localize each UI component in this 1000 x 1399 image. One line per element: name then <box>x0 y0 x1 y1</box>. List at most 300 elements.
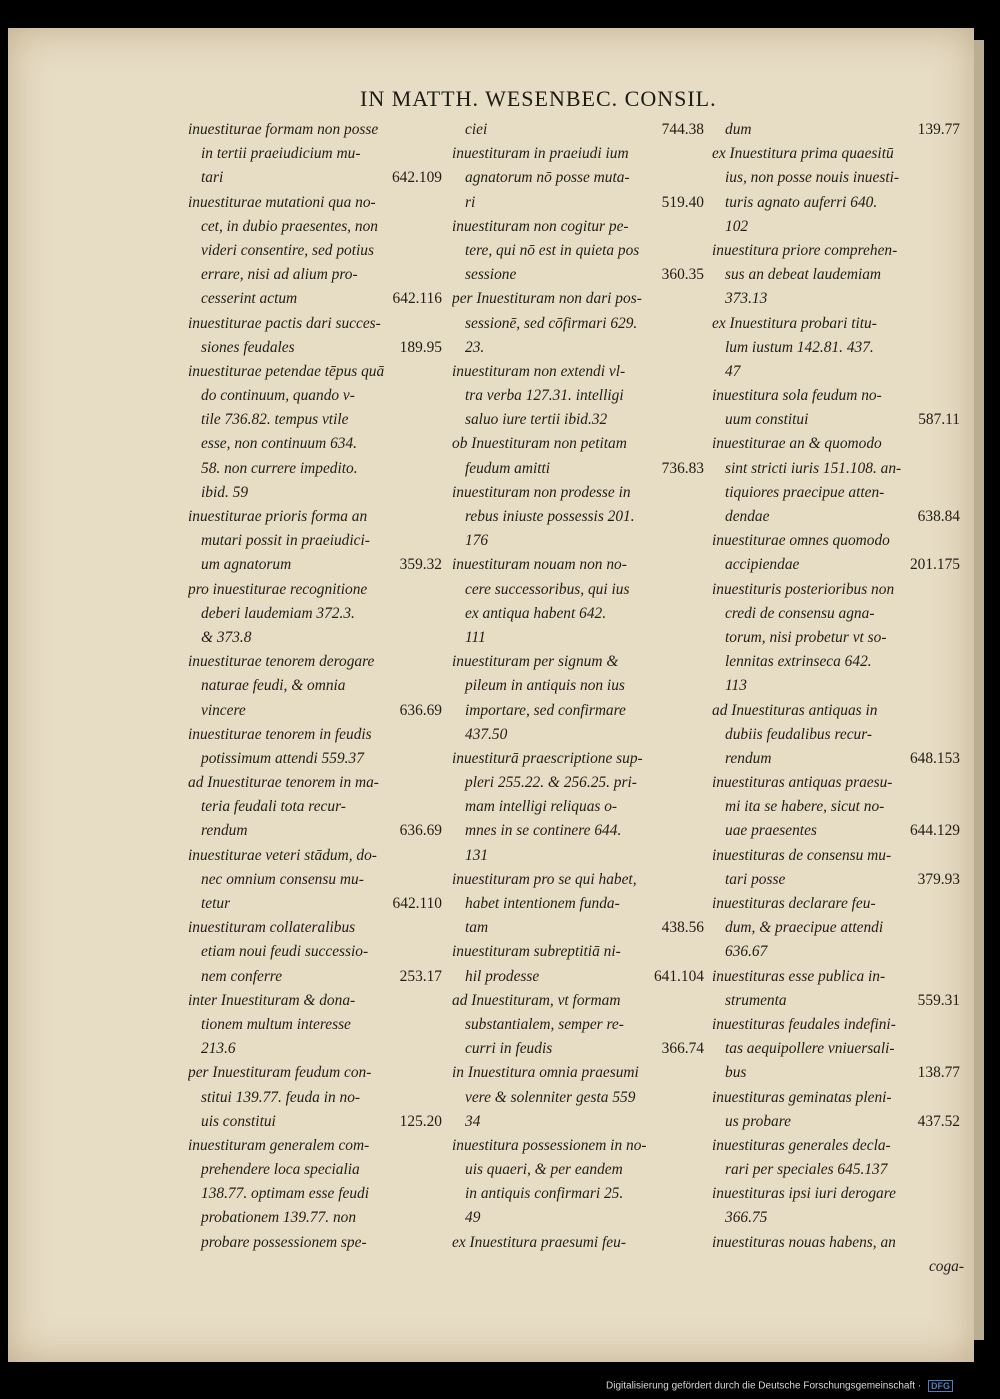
index-line-text: inuestiturae pactis dari succes- <box>188 314 381 332</box>
index-line <box>188 578 446 602</box>
index-line <box>452 312 708 336</box>
index-line-text: prehendere loca specialia <box>201 1161 360 1179</box>
index-line <box>452 360 708 384</box>
index-line-text: errare, nisi ad alium pro- <box>201 266 358 284</box>
index-line-text: curri in feudis <box>465 1040 553 1058</box>
index-line-text: inuestituram non extendi vl- <box>452 362 626 380</box>
index-line <box>188 892 446 916</box>
index-line <box>188 1110 446 1134</box>
index-line-reference: 138.77 <box>917 1064 960 1082</box>
index-line-text: probare possessionem spe- <box>201 1233 367 1251</box>
index-line <box>712 1086 964 1110</box>
index-line <box>712 868 964 892</box>
index-line-text: ob Inuestituram non petitam <box>452 435 627 453</box>
index-line <box>452 287 708 311</box>
index-line-text: inuestituras feudales indefini- <box>712 1015 896 1033</box>
index-line-text: inuestituram non prodesse in <box>452 483 631 501</box>
index-line-text: mam intelligi reliquas o- <box>465 798 618 816</box>
index-line-text: naturae feudi, & omnia <box>201 677 346 695</box>
index-line-text: in Inuestitura omnia praesumi <box>452 1064 639 1082</box>
index-line <box>188 239 446 263</box>
index-line <box>188 771 446 795</box>
index-line-text: per Inuestituram non dari pos- <box>452 290 642 308</box>
index-line-text: vincere <box>201 701 246 719</box>
index-line <box>188 263 446 287</box>
index-line-text: inuestitura possessionem in no- <box>452 1136 647 1154</box>
index-line-text: inuestiturae tenorem derogare <box>188 653 375 671</box>
index-line-text: inuestiturae an & quomodo <box>712 435 882 453</box>
index-line <box>452 239 708 263</box>
index-line <box>712 578 964 602</box>
index-line <box>452 868 708 892</box>
index-line <box>452 1086 708 1110</box>
index-line <box>188 336 446 360</box>
index-line <box>188 1231 446 1255</box>
index-line <box>712 940 964 964</box>
index-line <box>452 1158 708 1182</box>
index-column-left <box>188 118 446 1255</box>
index-line-reference: 587.11 <box>918 411 960 429</box>
index-line <box>712 481 964 505</box>
index-line <box>452 892 708 916</box>
index-line-text: turis agnato auferri 640. <box>725 193 878 211</box>
index-line-text: etiam noui feudi successio- <box>201 943 369 961</box>
index-line-text: rari per speciales 645.137 <box>725 1161 888 1179</box>
index-line-reference: 736.83 <box>661 459 704 477</box>
index-line <box>188 1061 446 1085</box>
index-line <box>712 795 964 819</box>
index-line-reference: 139.77 <box>917 121 960 138</box>
index-line-text: esse, non continuum 634. <box>201 435 358 453</box>
index-line-text: hil prodesse <box>465 967 540 985</box>
index-line-text: coga- <box>928 1257 964 1275</box>
index-line-text: probationem 139.77. non <box>201 1209 357 1227</box>
index-line <box>712 989 964 1013</box>
index-line-text: 138.77. optimam esse feudi <box>201 1185 369 1203</box>
index-line-text: inuestituras ipsi iuri derogare <box>712 1185 896 1203</box>
index-column-middle <box>452 118 708 1255</box>
index-line <box>712 384 964 408</box>
index-line <box>452 1110 708 1134</box>
index-line <box>452 166 708 190</box>
index-line-text: inuestituram subreptitiā ni- <box>452 943 621 961</box>
index-line-text: accipiendae <box>725 556 800 574</box>
index-line <box>712 650 964 674</box>
index-line-text: inuestituras antiquas praesu- <box>712 774 893 792</box>
index-line-text: tari <box>201 169 224 187</box>
index-line <box>712 505 964 529</box>
index-line-text: saluo iure tertii ibid.32 <box>465 411 608 429</box>
index-line-text: cet, in dubio praesentes, non <box>201 217 378 235</box>
index-line <box>712 602 964 626</box>
index-line-text: 34 <box>465 1112 481 1130</box>
index-line <box>452 771 708 795</box>
index-line-text: ex Inuestitura prima quaesitū <box>712 145 894 163</box>
index-line-reference: 642.109 <box>391 169 442 187</box>
index-line <box>452 529 708 553</box>
index-line-text: in tertii praeiudicium mu- <box>201 145 361 163</box>
index-line <box>712 747 964 771</box>
index-line-text: lennitas extrinseca 642. <box>725 653 872 671</box>
index-line <box>712 1037 964 1061</box>
index-line <box>712 1182 964 1206</box>
index-line <box>712 263 964 287</box>
index-line-text: inuestituras declarare feu- <box>712 895 876 912</box>
index-line-text: nem conferre <box>201 967 283 985</box>
index-line <box>452 142 708 166</box>
index-line-reference: 359.32 <box>399 556 442 574</box>
index-line-text: inuestiturā praescriptione sup- <box>452 749 643 767</box>
index-line <box>452 1134 708 1158</box>
index-line <box>452 602 708 626</box>
index-line-text: mutari possit in praeiudici- <box>201 532 370 550</box>
index-line <box>452 432 708 456</box>
index-line-text: ad Inuestiturae tenorem in ma- <box>188 774 379 792</box>
index-line <box>712 1231 964 1255</box>
index-line-text: 366.75 <box>725 1209 768 1227</box>
index-line <box>452 408 708 432</box>
index-line <box>188 699 446 723</box>
index-line-text: videri consentire, sed potius <box>201 241 374 259</box>
index-line <box>188 1158 446 1182</box>
index-line-text: teria feudali tota recur- <box>201 798 346 816</box>
index-line <box>452 481 708 505</box>
index-line-text: dum, & praecipue attendi <box>725 919 884 937</box>
index-line <box>712 699 964 723</box>
index-line <box>712 142 964 166</box>
index-line <box>188 1134 446 1158</box>
index-line-text: ex Inuestitura probari titu- <box>712 314 877 332</box>
index-line-text: inuestituram generalem com- <box>188 1136 370 1154</box>
index-line-reference: 360.35 <box>661 266 704 284</box>
index-line <box>452 940 708 964</box>
index-line <box>712 1158 964 1182</box>
index-line <box>188 1206 446 1230</box>
index-line-reference: 379.93 <box>917 870 960 888</box>
index-line-text: inuestituram non cogitur pe- <box>452 217 629 235</box>
index-line <box>188 1037 446 1061</box>
index-line <box>712 965 964 989</box>
index-line-text: vere & solenniter gesta 559 <box>465 1088 636 1106</box>
index-line-reference: 519.40 <box>661 193 704 211</box>
index-line-text: 113 <box>725 677 747 695</box>
index-line-text: 213.6 <box>201 1040 236 1058</box>
index-line <box>188 747 446 771</box>
index-line <box>712 118 964 142</box>
index-line-text: nec omnium consensu mu- <box>201 870 364 888</box>
index-line-text: potissimum attendi 559.37 <box>201 749 364 767</box>
index-line <box>452 1231 708 1255</box>
index-line <box>188 844 446 868</box>
index-line-text: inuestitura sola feudum no- <box>712 387 882 405</box>
index-line-text: uae praesentes <box>725 822 817 840</box>
index-line-text: uum constitui <box>725 411 809 429</box>
index-line <box>452 989 708 1013</box>
index-line <box>188 1086 446 1110</box>
index-line <box>452 650 708 674</box>
index-line <box>188 868 446 892</box>
index-line <box>188 795 446 819</box>
index-line-text: ex antiqua habent 642. <box>465 604 607 622</box>
index-line-text: tiquiores praecipue atten- <box>725 483 885 501</box>
index-line <box>712 1110 964 1134</box>
index-line-text: 49 <box>465 1209 481 1227</box>
index-line-text: tile 736.82. tempus vtile <box>201 411 349 429</box>
index-line-text: in antiquis confirmari 25. <box>465 1185 624 1203</box>
index-line <box>188 457 446 481</box>
index-line-text: inuestituram nouam non no- <box>452 556 627 574</box>
index-line-reference: 189.95 <box>399 338 442 356</box>
index-line <box>452 723 708 747</box>
index-line <box>712 1206 964 1230</box>
index-line <box>188 408 446 432</box>
index-line-text: ad Inuestituram, vt formam <box>452 991 621 1009</box>
index-line-text: mnes in se continere 644. <box>465 822 622 840</box>
index-line-reference: 438.56 <box>661 919 704 937</box>
index-line <box>452 795 708 819</box>
index-line-text: stitui 139.77. feuda in no- <box>201 1088 361 1106</box>
index-line <box>712 529 964 553</box>
index-line-text: tionem multum interesse <box>201 1015 351 1033</box>
index-line-text: sessione <box>465 266 517 284</box>
index-line-text: sus an debeat laudemiam <box>725 266 882 284</box>
index-line-text: deberi laudemiam 372.3. <box>201 604 355 622</box>
index-line <box>452 263 708 287</box>
index-line <box>188 166 446 190</box>
index-line <box>452 553 708 577</box>
index-line-reference: 641.104 <box>653 967 704 985</box>
index-line-text: inuestituras esse publica in- <box>712 967 886 985</box>
index-line <box>188 650 446 674</box>
index-line-text: 47 <box>725 362 741 380</box>
index-line-text: tam <box>465 919 489 937</box>
index-line <box>188 965 446 989</box>
index-line <box>452 819 708 843</box>
index-line-text: inuestiturae mutationi qua no- <box>188 193 376 211</box>
index-line-reference: 642.116 <box>392 290 442 308</box>
page-edge <box>974 40 984 1340</box>
index-line <box>188 191 446 215</box>
index-line-text: rendum <box>725 749 772 767</box>
index-line-text: ius, non posse nouis inuesti- <box>725 169 900 187</box>
index-line <box>712 1061 964 1085</box>
index-line-reference: 638.84 <box>917 508 960 525</box>
index-line-text: lum iustum 142.81. 437. <box>725 338 874 356</box>
index-line-text: strumenta <box>725 991 787 1009</box>
index-line <box>712 166 964 190</box>
index-line <box>712 892 964 916</box>
index-line <box>452 1182 708 1206</box>
index-line <box>188 142 446 166</box>
index-line-text: inuestiturae prioris forma an <box>188 508 368 525</box>
index-line <box>712 844 964 868</box>
index-line-text: & 373.8 <box>201 628 252 646</box>
index-line-text: dum <box>725 121 752 138</box>
index-line-text: inuestiturae formam non posse <box>188 121 379 138</box>
index-line-text: per Inuestituram feudum con- <box>188 1064 372 1082</box>
index-line-text: ri <box>465 193 476 211</box>
index-line-text: do continuum, quando v- <box>201 387 355 405</box>
index-line-text: inuestituram pro se qui habet, <box>452 870 637 888</box>
index-line-text: inuestiturae veteri stādum, do- <box>188 846 377 864</box>
index-line-text: tas aequipollere vniuersali- <box>725 1040 895 1058</box>
index-line <box>188 723 446 747</box>
index-line-reference: 744.38 <box>661 121 704 138</box>
index-line <box>188 989 446 1013</box>
index-line-reference: 644.129 <box>909 822 960 840</box>
index-line <box>188 940 446 964</box>
index-line <box>452 674 708 698</box>
index-line <box>188 602 446 626</box>
index-line <box>188 553 446 577</box>
index-line-text: agnatorum nō posse muta- <box>465 169 630 187</box>
index-line <box>712 1255 964 1279</box>
index-line-text: inuestituras generales decla- <box>712 1136 891 1154</box>
index-line-text: substantialem, semper re- <box>465 1015 624 1033</box>
index-line-text: 176 <box>465 532 489 550</box>
index-line-text: inuestiturae omnes quomodo <box>712 532 890 550</box>
index-line-text: rebus iniuste possessis 201. <box>465 508 635 525</box>
index-line <box>188 819 446 843</box>
dfg-logo: DFG <box>928 1380 953 1392</box>
index-line-text: feudum amitti <box>465 459 551 477</box>
index-line <box>452 916 708 940</box>
index-line-text: ad Inuestituras antiquas in <box>712 701 878 719</box>
index-line <box>188 505 446 529</box>
index-line-text: pleri 255.22. & 256.25. pri- <box>465 774 637 792</box>
index-line-reference: 125.20 <box>399 1112 442 1130</box>
index-line-text: torum, nisi probetur vt so- <box>725 628 887 646</box>
index-line-text: inuestiturae tenorem in feudis <box>188 725 372 743</box>
index-line <box>712 408 964 432</box>
index-line-text: 373.13 <box>725 290 768 308</box>
index-line <box>452 457 708 481</box>
index-line <box>712 360 964 384</box>
index-line <box>188 432 446 456</box>
index-line-text: 636.67 <box>725 943 768 961</box>
index-line <box>188 1182 446 1206</box>
index-line-reference: 437.52 <box>917 1112 960 1130</box>
index-line <box>188 384 446 408</box>
index-line <box>188 674 446 698</box>
index-line <box>712 336 964 360</box>
index-line-text: inuestituris posterioribus non <box>712 580 895 598</box>
index-line <box>452 191 708 215</box>
index-line <box>452 384 708 408</box>
index-line <box>712 553 964 577</box>
index-line-text: dubiis feudalibus recur- <box>725 725 873 743</box>
index-line-text: inuestituras nouas habens, an <box>712 1233 896 1251</box>
index-line-text: inuestituras de consensu mu- <box>712 846 892 864</box>
index-line <box>452 118 708 142</box>
index-line-text: credi de consensu agna- <box>725 604 875 622</box>
index-line-text: inter Inuestituram & dona- <box>188 991 356 1009</box>
index-line-text: inuestitura priore comprehen- <box>712 241 898 259</box>
index-line-text: tere, qui nō est in quieta pos <box>465 241 640 259</box>
index-line-text: ciei <box>465 121 488 138</box>
index-line-text: habet intentionem funda- <box>465 895 620 912</box>
index-line <box>452 1037 708 1061</box>
index-line-reference: 642.110 <box>392 895 442 912</box>
index-line-text: us probare <box>725 1112 791 1130</box>
index-line <box>712 723 964 747</box>
index-line-text: inuestituram collateralibus <box>188 919 356 937</box>
index-line <box>712 1013 964 1037</box>
index-line-text: cesserint actum <box>201 290 298 308</box>
index-line-text: importare, sed confirmare <box>465 701 626 719</box>
index-line-text: 111 <box>465 628 486 646</box>
index-line-reference: 636.69 <box>399 701 442 719</box>
index-line <box>712 191 964 215</box>
index-line <box>452 965 708 989</box>
index-line-text: siones feudales <box>201 338 295 356</box>
index-line <box>452 1206 708 1230</box>
index-line-text: inuestituras geminatas pleni- <box>712 1088 892 1106</box>
index-line-text: tari posse <box>725 870 786 888</box>
index-line <box>188 287 446 311</box>
index-line-text: tetur <box>201 895 231 912</box>
index-line <box>188 529 446 553</box>
index-line-text: cere successoribus, qui ius <box>465 580 630 598</box>
index-line-text: uis constitui <box>201 1112 276 1130</box>
index-line-text: mi ita se habere, sicut no- <box>725 798 885 816</box>
index-line-reference: 636.69 <box>399 822 442 840</box>
index-line <box>452 578 708 602</box>
index-line <box>712 771 964 795</box>
digitization-footer <box>606 1380 996 1392</box>
index-line <box>188 118 446 142</box>
index-line-text: 23. <box>465 338 485 356</box>
index-line-text: inuestituram in praeiudi ium <box>452 145 629 163</box>
index-line <box>452 1013 708 1037</box>
index-line <box>452 336 708 360</box>
index-line-text: 58. non currere impedito. <box>201 459 358 477</box>
index-line-text: inuestiturae petendae tēpus quā <box>188 362 385 380</box>
index-line <box>712 287 964 311</box>
index-line <box>452 844 708 868</box>
index-line-text: 131 <box>465 846 489 864</box>
index-line <box>712 916 964 940</box>
index-line <box>712 312 964 336</box>
index-line-reference: 253.17 <box>399 967 442 985</box>
index-line-text: tra verba 127.31. intelligi <box>465 387 624 405</box>
index-line-text: ex Inuestitura praesumi feu- <box>452 1233 626 1251</box>
index-line <box>188 481 446 505</box>
index-line-reference: 201.175 <box>909 556 960 574</box>
index-line-reference: 366.74 <box>661 1040 704 1058</box>
index-line <box>188 312 446 336</box>
index-line <box>712 819 964 843</box>
index-line-text: pileum in antiquis non ius <box>465 677 625 695</box>
index-line-text: dendae <box>725 508 770 525</box>
index-line <box>452 747 708 771</box>
index-line <box>452 626 708 650</box>
index-line <box>452 505 708 529</box>
index-line-text: inuestituram per signum & <box>452 653 619 671</box>
index-line-text: sint stricti iuris 151.108. an- <box>725 459 902 477</box>
index-line <box>712 432 964 456</box>
index-line-reference: 559.31 <box>917 991 960 1009</box>
index-line <box>712 215 964 239</box>
index-line <box>188 1013 446 1037</box>
index-line-text: pro inuestiturae recognitione <box>188 580 368 598</box>
index-line-text: uis quaeri, & per eandem <box>465 1161 623 1179</box>
index-line <box>712 457 964 481</box>
index-line <box>452 215 708 239</box>
index-line-text: sessionē, sed cōfirmari 629. <box>465 314 638 332</box>
index-line-text: 102 <box>725 217 749 235</box>
index-line-text: bus <box>725 1064 747 1082</box>
